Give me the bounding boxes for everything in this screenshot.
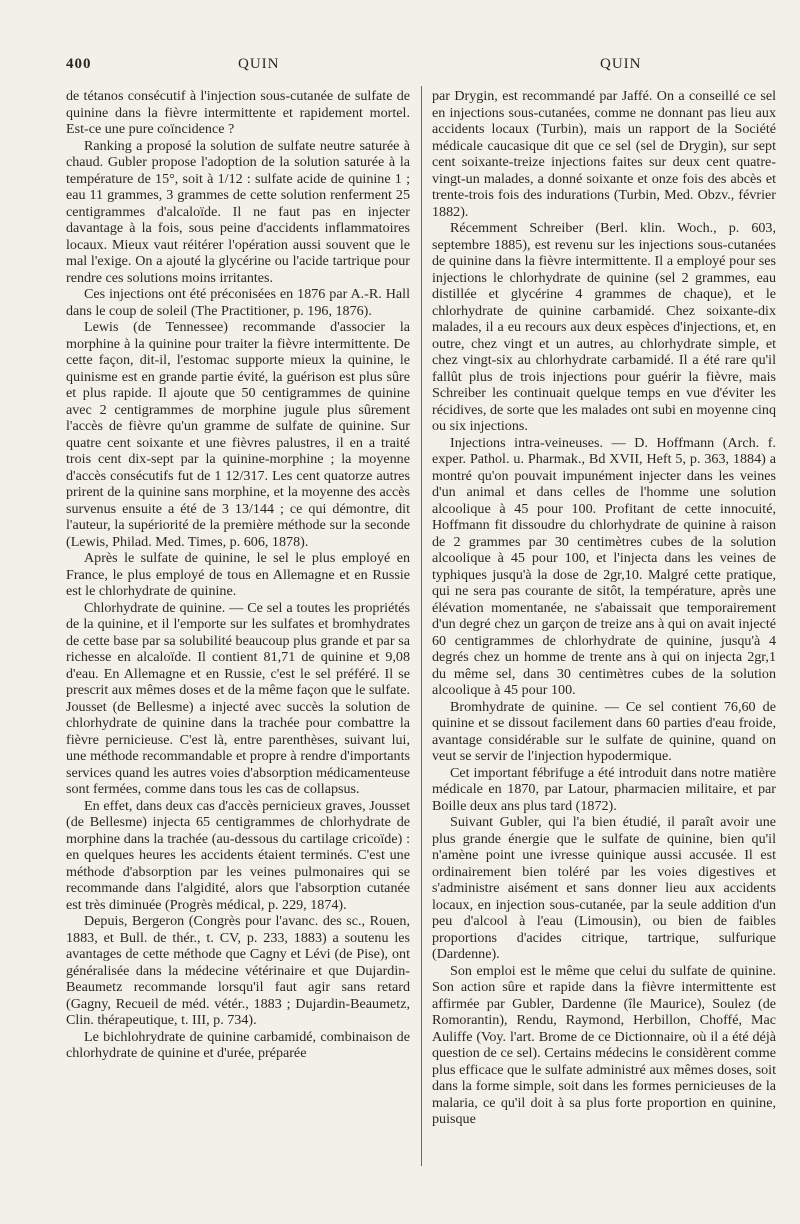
paragraph: Récemment Schreiber (Berl. klin. Woch., p. 603, septembre 1885), est revenu sur les injections sous-cutanées de quinine dans la fièvre intermittente. Il a employé pour ses injections le chlorhydrate de quinine (sel 2 grammes, eau distillée et glycérine 4 grammes de chaque), et le chlorhydrate de quinine carbamidé. Chez soixante-dix malades, il a eu recours aux deux espèces d'injections, et, en outre, chez vingt et un autres, au chlorhydrate simple, et chez vingt-six au chlorhydrate carbamidé. Il a été rare qu'il fallût plus de trois injections pour guérir la fièvre, mais Schreiber les continuait quelque temps en vue d'éviter les récidives, de sorte que les malades ont subi en moyenne cinq ou six injections.: [432, 220, 776, 434]
paragraph: Depuis, Bergeron (Congrès pour l'avanc. des sc., Rouen, 1883, et Bull. de thér., t. CV, p. 233, 1883) a soutenu les avantages de cette méthode que Cagny et Lévi (de Pise), ont généralisée dans la médecine vétérinaire et que Dujardin-Beaumetz recommande lorsqu'il faut agir sans retard (Gagny, Recueil de méd. vétér., 1883 ; Dujardin-Beaumetz, Clin. thérapeutique, t. III, p. 734).: [66, 913, 410, 1028]
page-number: 400: [66, 56, 92, 72]
paragraph: Injections intra-veineuses. — D. Hoffmann (Arch. f. exper. Pathol. u. Pharmak., Bd XVII, Heft 5, p. 363, 1884) a montré qu'on pouvait impunément injecter dans les veines d'un animal et dans celles de l'homme une solution alcoolique à 45 pour 100. Profitant de cette innocuité, Hoffmann fit dissoudre du chlorhydrate de quinine à raison de 2 grammes par 30 centimètres cubes de la solution alcoolique à 45 pour 100, et l'injecta dans les veines de typhiques jusqu'à la dose de 2gr,10. Malgré cette pratique, qui ne sera pas courante de sitôt, la température, après une élévation momentanée, ne s'abaissait que temporairement d'un degré chez un garçon de treize ans à qui on avait injecté 60 centigrammes de chlorhydrate de quinine, jusqu'à 4 degrés chez un homme de trente ans à qui on injecta 2gr,1 du même sel, dans 30 centimètres cubes de la solution alcoolique à 45 pour 100.: [432, 434, 776, 698]
paragraph: Lewis (de Tennessee) recommande d'associer la morphine à la quinine pour traiter la fièvre intermittente. De cette façon, dit-il, l'estomac supporte mieux la quinine, le quinisme est en grande partie évité, la guérison est plus sûre et plus rapide. Il ajoute que 50 centigrammes de quinine avec 2 centigrammes de morphine jugule plus sûrement l'accès de fièvre qu'un gramme de sulfate de quinine. Sur quatre cent soixante et une fièvres palustres, il en a traité trois cent dix-sept par la quinine-morphine ; la moyenne d'accès consécutifs fut de 1 12/317. Les cent quatorze autres prirent de la quinine sans morphine, et la moyenne des accès survenus ensuite a été de 3 13/144 ; ce qui démontre, dit l'auteur, la supériorité de la première méthode sur la seconde (Lewis, Philad. Med. Times, p. 606, 1878).: [66, 319, 410, 550]
paragraph: Son emploi est le même que celui du sulfate de quinine. Son action sûre et rapide dans la fièvre intermittente est affirmée par Gubler, Dardenne (île Maurice), Soulez (de Romorantin), Rendu, Raymond, Herbillon, Choffé, Mac Auliffe (Voy. l'art. Brome de ce Dictionnaire, où il a été déjà question de ce sel). Certains médecins le considèrent comme plus efficace que le sulfate administré aux mêmes doses, soit dans la forme simple, soit dans les formes pernicieuses de la malaria, ce qu'il doit à sa plus forte proportion en quinine, puisque: [432, 962, 776, 1127]
paragraph: Chlorhydrate de quinine. — Ce sel a toutes les propriétés de la quinine, et il l'emporte sur les sulfates et bromhydrates de cette base par sa solubilité beaucoup plus grande et par sa richesse en alcaloïde. Il contient 81,71 de quinine et 9,08 d'eau. En Allemagne et en Russie, c'est le sel préféré. Il se prescrit aux mêmes doses et de la même façon que le sulfate. Jousset (de Bellesme) a injecté avec succès la solution de chlorhydrate de quinine dans la trachée pour combattre la fièvre pernicieuse. C'est là, entre parenthèses, suivant lui, une méthode recommandable et propre à rendre d'importants services quand les autres voies d'absorption médicamenteuse sont fermées, comme dans tous les cas de collapsus.: [66, 599, 410, 797]
paragraph: Cet important fébrifuge a été introduit dans notre matière médicale en 1870, par Latour, pharmacien militaire, et par Boille deux ans plus tard (1872).: [432, 764, 776, 814]
right-column: [432, 88, 776, 1128]
paragraph: Ranking a proposé la solution de sulfate neutre saturée à chaud. Gubler propose l'adoption de la solution saturée à la température de 15°, soit à 1/12 : sulfate acide de quinine 1 ; eau 11 grammes, 3 grammes de cette solution renferment 25 centigrammes d'alcaloïde. Il ne faut pas en injecter davantage à la fois, sous peine d'accidents inflammatoires locaux. Mieux vaut réitérer l'opération aussi souvent que le mal l'exige. On a ajouté la glycérine ou l'acide tartrique pour rendre ces solutions moins irritantes.: [66, 137, 410, 286]
column-rule: [421, 86, 422, 1166]
paragraph: de tétanos consécutif à l'injection sous-cutanée de sulfate de quinine dans la fièvre intermittente et rapidement mortel. Est-ce une pure coïncidence ?: [66, 88, 410, 137]
running-header: [66, 56, 764, 76]
paragraph: Le bichlohrydrate de quinine carbamidé, combinaison de chlorhydrate de quinine et d'urée, préparée: [66, 1028, 410, 1061]
paragraph: par Drygin, est recommandé par Jaffé. On a conseillé ce sel en injections sous-cutanées, comme ne donnant pas lieu aux accidents locaux (Turbin), mais un rapport de la Société médicale caucasique dit que ce sel (sel de Drygin), sur sept cent soixante-treize injections faites sur deux cent quatre-vingt-un malades, a donné soixante et onze fois des abcès et trente-trois fois des indurations (Turbin, Med. Obzv., février 1882).: [432, 88, 776, 220]
paragraph: Suivant Gubler, qui l'a bien étudié, il paraît avoir une plus grande énergie que le sulfate de quinine, bien qu'il n'amène point une ivresse quinique aussi accusée. Il est ordinairement bien toléré par les voies digestives et s'administre aisément et sans donner lieu aux accidents locaux, en injection sous-cutanée, par la seule addition d'un peu d'alcool à l'eau (Limousin), ou bien de faibles proportions d'acides citrique, tartrique, sulfurique (Dardenne).: [432, 814, 776, 962]
paragraph: Ces injections ont été préconisées en 1876 par A.-R. Hall dans le coup de soleil (The Practitioner, p. 196, 1876).: [66, 286, 410, 319]
running-title-right: QUIN: [600, 56, 642, 72]
paragraph: En effet, dans deux cas d'accès pernicieux graves, Jousset (de Bellesme) injecta 65 centigrammes de chlorhydrate de morphine dans la trachée (au-dessous du cartilage cricoïde) : en quelques heures les accidents étaient terminés. C'est une méthode d'absorption par les veines pulmonaires qui se recommande dans l'algidité, alors que l'absorption cutanée est très diminuée (Progrès médical, p. 229, 1874).: [66, 797, 410, 913]
left-column: [66, 88, 410, 1062]
running-title-left: QUIN: [238, 56, 280, 72]
paragraph: Après le sulfate de quinine, le sel le plus employé en France, le plus employé de tous en Allemagne et en Russie est le chlorhydrate de quinine.: [66, 550, 410, 599]
paragraph: Bromhydrate de quinine. — Ce sel contient 76,60 de quinine et se dissout facilement dans 60 parties d'eau froide, avantage considérable sur le sulfate de quinine, quand on veut se servir de l'injection hypodermique.: [432, 698, 776, 764]
